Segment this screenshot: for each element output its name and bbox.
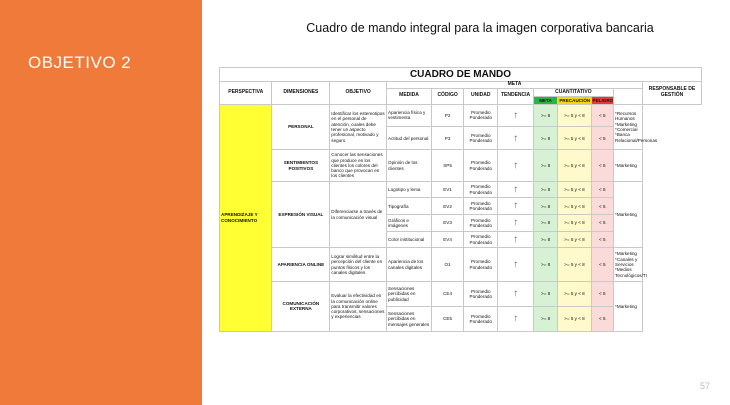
unidad-cell: Promedio Ponderado bbox=[464, 104, 498, 127]
medida-cell: Logotipo y lema bbox=[387, 181, 432, 198]
codigo-cell: O1 bbox=[432, 248, 464, 281]
peligro-cell: < 5 bbox=[591, 104, 613, 127]
trend-up-icon: ↑ bbox=[498, 104, 533, 127]
codigo-cell: EV3 bbox=[432, 215, 464, 232]
objective-expresion: Diferenciarse a través de la comunicación visual bbox=[330, 181, 387, 248]
codigo-cell: EV1 bbox=[432, 181, 464, 198]
side-panel bbox=[0, 0, 202, 405]
trend-up-icon: ↑ bbox=[498, 198, 533, 215]
unidad-cell: Promedio Ponderado bbox=[464, 306, 498, 331]
meta-cell: >= 8 bbox=[533, 198, 558, 215]
objective-personal: Identificar los estereotipos en el personal de atención, cuales debe tener un aspecto profesional, motivado y seguro bbox=[330, 104, 387, 150]
header-medida: MEDIDA bbox=[387, 88, 432, 104]
header-meta-green: META bbox=[533, 97, 558, 104]
table-title: CUADRO DE MANDO bbox=[220, 68, 702, 82]
trend-up-icon: ↑ bbox=[498, 150, 533, 181]
trend-up-icon: ↑ bbox=[498, 127, 533, 150]
objective-sentimientos: Conocer las sensaciones que produce en los clientes los colores del banco que provocan en los clientes bbox=[330, 150, 387, 181]
unidad-cell: Promedio Ponderado bbox=[464, 181, 498, 198]
codigo-cell: SP5 bbox=[432, 150, 464, 181]
responsable-apariencia: *Marketing *Canales y Servicios *Medios Tecnológicos/TI bbox=[614, 248, 643, 281]
responsable-sentimientos: *Marketing bbox=[614, 150, 643, 181]
header-responsable: RESPONSABLE DE GESTIÓN bbox=[642, 81, 701, 104]
dimension-apariencia: APARIENCIA ONLINE bbox=[272, 248, 330, 281]
medida-cell: Color institucional bbox=[387, 231, 432, 248]
peligro-cell: < 5 bbox=[591, 248, 613, 281]
meta-cell: >= 8 bbox=[533, 281, 558, 306]
dimension-expresion: EXPRESIÓN VISUAL bbox=[272, 181, 330, 248]
trend-up-icon: ↑ bbox=[498, 248, 533, 281]
peligro-cell: < 5 bbox=[591, 127, 613, 150]
dimension-personal: PERSONAL bbox=[272, 104, 330, 150]
perspective-cell: APRENDIZAJE Y CONOCIMIENTO bbox=[220, 104, 272, 332]
dimension-comunicacion: COMUNICACIÓN EXTERNA bbox=[272, 281, 330, 331]
meta-cell: >= 8 bbox=[533, 215, 558, 232]
peligro-cell: < 5 bbox=[591, 306, 613, 331]
objective-label: OBJETIVO 2 bbox=[28, 53, 132, 72]
unidad-cell: Promedio Ponderado bbox=[464, 198, 498, 215]
objective-apariencia: Lograr similitud entre la percepción del cliente en puntos físicos y los canales digitales bbox=[330, 248, 387, 281]
header-meta: META bbox=[387, 81, 643, 88]
codigo-cell: P2 bbox=[432, 104, 464, 127]
peligro-cell: < 5 bbox=[591, 215, 613, 232]
meta-cell: >= 8 bbox=[533, 306, 558, 331]
header-precaucion: PRECAUCIÓN bbox=[559, 97, 591, 103]
responsable-expresion: *Marketing bbox=[614, 181, 643, 248]
meta-cell: >= 8 bbox=[533, 248, 558, 281]
precaucion-cell: >= 5 y < 8 bbox=[558, 181, 591, 198]
unidad-cell: Promedio Ponderado bbox=[464, 281, 498, 306]
medida-cell: Actitud del personal bbox=[387, 127, 432, 150]
trend-up-icon: ↑ bbox=[498, 306, 533, 331]
codigo-cell: P3 bbox=[432, 127, 464, 150]
trend-up-icon: ↑ bbox=[498, 231, 533, 248]
unidad-cell: Promedio Ponderado bbox=[464, 150, 498, 181]
meta-cell: >= 8 bbox=[533, 127, 558, 150]
header-codigo: CÓDIGO bbox=[432, 88, 464, 104]
responsable-comunicacion: *Marketing bbox=[614, 281, 643, 331]
medida-cell: Tipografía bbox=[387, 198, 432, 215]
codigo-cell: CE4 bbox=[432, 281, 464, 306]
header-perspectiva: PERSPECTIVA bbox=[220, 81, 272, 104]
header-tendencia: TENDENCIA bbox=[498, 88, 533, 104]
medida-cell: Gráficos e imágenes bbox=[387, 215, 432, 232]
precaucion-cell: >= 5 y < 8 bbox=[558, 281, 591, 306]
unidad-cell: Promedio Ponderado bbox=[464, 215, 498, 232]
peligro-cell: < 5 bbox=[591, 198, 613, 215]
peligro-cell: < 5 bbox=[591, 231, 613, 248]
meta-cell: >= 8 bbox=[533, 104, 558, 127]
precaucion-cell: >= 5 y < 8 bbox=[558, 127, 591, 150]
precaucion-cell: >= 5 y < 8 bbox=[558, 248, 591, 281]
trend-up-icon: ↑ bbox=[498, 281, 533, 306]
medida-cell: Sensaciones percibidas en publicidad bbox=[387, 281, 432, 306]
meta-cell: >= 8 bbox=[533, 181, 558, 198]
page-number: 57 bbox=[699, 381, 710, 391]
precaucion-cell: >= 5 y < 8 bbox=[558, 215, 591, 232]
medida-cell: Opinión de los clientes bbox=[387, 150, 432, 181]
header-dimensiones: DIMENSIONES bbox=[272, 81, 330, 104]
unidad-cell: Promedio Ponderado bbox=[464, 248, 498, 281]
precaucion-cell: >= 5 y < 8 bbox=[558, 306, 591, 331]
medida-cell: Apariencia de los canales digitales bbox=[387, 248, 432, 281]
responsable-personal: *Recursos Humanos *Marketing *Comercial *Banca Relacional/Personas bbox=[614, 104, 643, 150]
meta-cell: >= 8 bbox=[533, 150, 558, 181]
peligro-cell: < 5 bbox=[591, 181, 613, 198]
header-objetivo: OBJETIVO bbox=[330, 81, 387, 104]
unidad-cell: Promedio Ponderado bbox=[464, 127, 498, 150]
unidad-cell: Promedio Ponderado bbox=[464, 231, 498, 248]
header-cuantitativo: CUANTITATIVO bbox=[533, 88, 613, 96]
peligro-cell: < 5 bbox=[591, 281, 613, 306]
trend-up-icon: ↑ bbox=[498, 181, 533, 198]
codigo-cell: EV2 bbox=[432, 198, 464, 215]
codigo-cell: CE5 bbox=[432, 306, 464, 331]
header-peligro: PELIGRO bbox=[592, 97, 614, 103]
meta-cell: >= 8 bbox=[533, 231, 558, 248]
scorecard-table bbox=[219, 67, 702, 332]
medida-cell: Sensaciones percibidas en mensajes generales bbox=[387, 306, 432, 331]
codigo-cell: EV4 bbox=[432, 231, 464, 248]
slide-title: Cuadro de mando integral para la imagen corporativa bancaria bbox=[306, 21, 654, 35]
medida-cell: Apariencia física y vestimenta bbox=[387, 104, 432, 127]
precaucion-cell: >= 5 y < 8 bbox=[558, 231, 591, 248]
trend-up-icon: ↑ bbox=[498, 215, 533, 232]
dimension-sentimientos: SENTIMIENTOS POSITIVOS bbox=[272, 150, 330, 181]
objective-comunicacion: Evaluar la efectividad en la comunicación online para transmitir valores corporativos, sensaciones y experiencias bbox=[330, 281, 387, 331]
peligro-cell: < 5 bbox=[591, 150, 613, 181]
header-unidad: UNIDAD bbox=[464, 88, 498, 104]
precaucion-cell: >= 5 y < 8 bbox=[558, 150, 591, 181]
precaucion-cell: >= 5 y < 8 bbox=[558, 104, 591, 127]
precaucion-cell: >= 5 y < 8 bbox=[558, 198, 591, 215]
